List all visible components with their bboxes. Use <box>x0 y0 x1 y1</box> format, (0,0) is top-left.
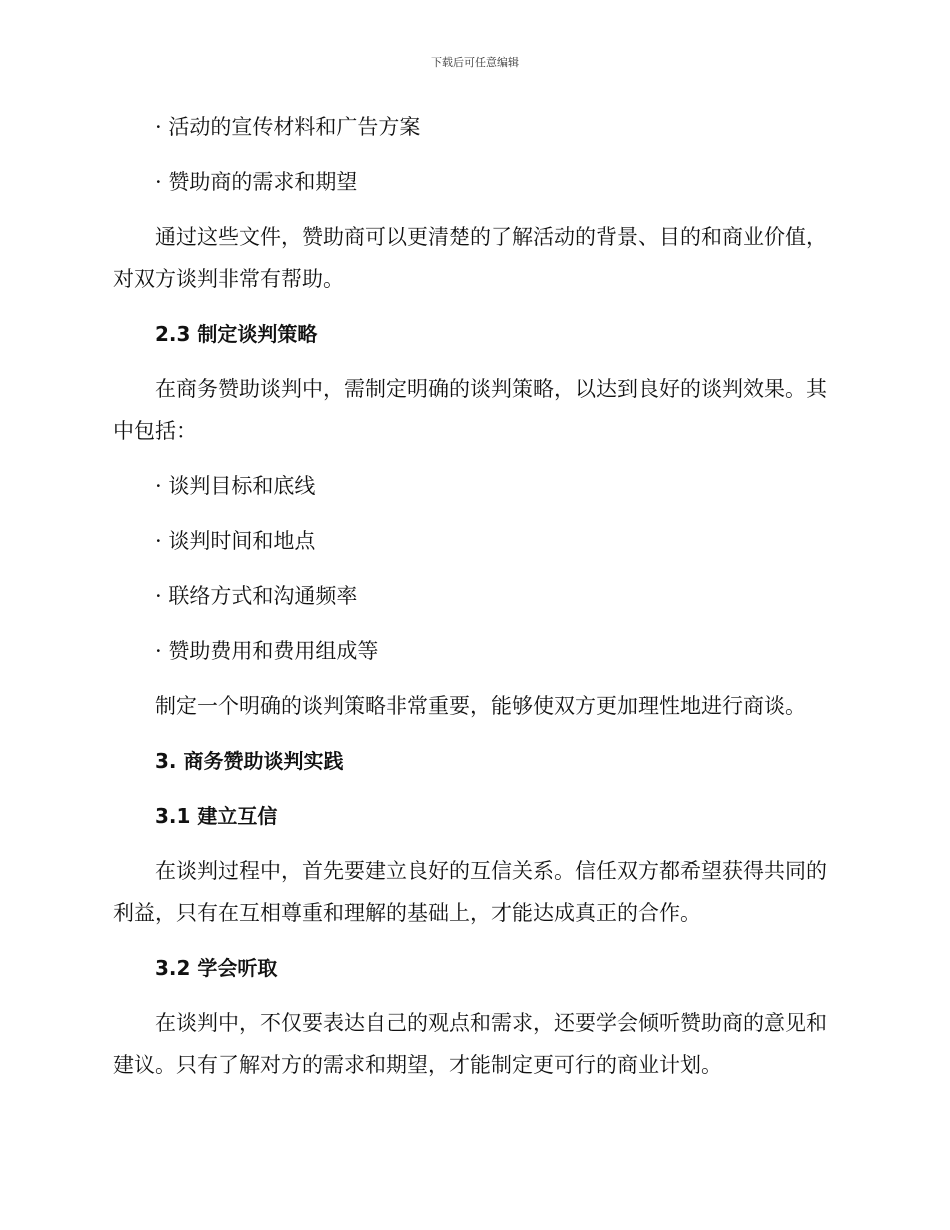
paragraph: 在谈判中，不仅要表达自己的观点和需求，还要学会倾听赞助商的意见和建议。只有了解对方的需求和期望，才能制定更可行的商业计划。 <box>113 1011 827 1077</box>
bullet-item: · 谈判目标和底线 <box>155 474 316 498</box>
page-header-note: 下载后可任意编辑 <box>431 56 519 69</box>
document-body <box>113 106 833 1099</box>
paragraph: 在谈判过程中，首先要建立良好的互信关系。信任双方都希望获得共同的利益，只有在互相尊重和理解的基础上，才能达成真正的合作。 <box>113 859 827 925</box>
subsection-heading: 3.2 学会听取 <box>155 956 278 980</box>
bullet-item: · 联络方式和沟通频率 <box>155 584 358 608</box>
paragraph: 通过这些文件，赞助商可以更清楚的了解活动的背景、目的和商业价值，对双方谈判非常有帮助。 <box>113 225 827 291</box>
bullet-item: · 赞助商的需求和期望 <box>155 170 358 194</box>
section-heading: 3. 商务赞助谈判实践 <box>155 749 344 773</box>
section-heading: 2.3 制定谈判策略 <box>155 322 318 346</box>
bullet-item: · 活动的宣传材料和广告方案 <box>155 115 421 139</box>
bullet-item: · 赞助费用和费用组成等 <box>155 639 379 663</box>
bullet-item: · 谈判时间和地点 <box>155 529 316 553</box>
subsection-heading: 3.1 建立互信 <box>155 804 278 828</box>
paragraph: 在商务赞助谈判中，需制定明确的谈判策略，以达到良好的谈判效果。其中包括： <box>113 377 827 443</box>
paragraph: 制定一个明确的谈判策略非常重要，能够使双方更加理性地进行商谈。 <box>155 694 806 718</box>
